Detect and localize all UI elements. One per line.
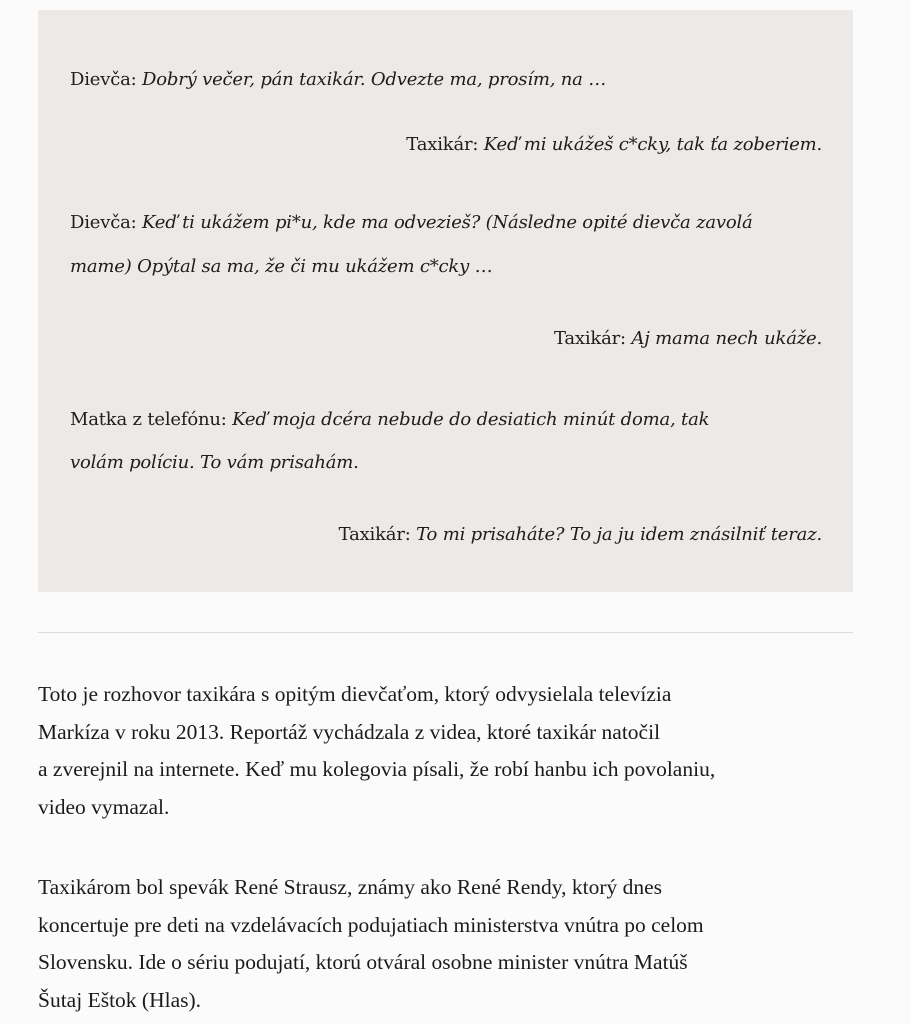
paragraph-line: koncertuje pre deti na vzdelávacích podujatiach ministerstva vnútra po celom <box>38 912 704 937</box>
paragraph-line: a zverejnil na internete. Keď mu kolegovia písali, že robí hanbu ich povolaniu, <box>38 757 716 781</box>
dialogue-line <box>70 204 753 242</box>
dialogue-line <box>554 320 822 358</box>
article-paragraph <box>38 869 858 1019</box>
speaker-label: Taxikár: <box>553 328 632 349</box>
dialogue-line <box>339 516 822 554</box>
paragraph-line: video vymazal. <box>38 794 170 819</box>
speaker-label: Matka z telefónu: <box>70 409 233 430</box>
speech-text: Aj mama nech ukáže. <box>631 328 822 349</box>
dialogue-line <box>70 61 606 99</box>
speech-text: mame) Opýtal sa ma, že či mu ukážem c*cky … <box>70 256 493 277</box>
dialogue-line <box>406 126 822 164</box>
paragraph-line: Markíza v roku 2013. Reportáž vychádzala z videa, ktoré taxikár natočil <box>38 719 661 744</box>
speech-text: Keď mi ukážeš c*cky, tak ťa zoberiem. <box>483 134 822 155</box>
paragraph-line: Toto je rozhovor taxikára s opitým dievčaťom, ktorý odvysielala televízia <box>38 682 672 706</box>
speech-text: volám políciu. To vám prisahám. <box>70 452 359 473</box>
speech-text: Keď ti ukážem pi*u, kde ma odvezieš? (Následne opité dievča zavolá <box>142 212 753 233</box>
speech-text: Keď moja dcéra nebude do desiatich minút doma, tak <box>232 409 710 430</box>
speaker-label: Dievča: <box>70 212 143 233</box>
speaker-label: Dievča: <box>70 69 143 90</box>
speaker-label: Taxikár: <box>406 134 484 155</box>
paragraph-line: Šutaj Eštok (Hlas). <box>38 987 202 1012</box>
dialogue-line <box>70 444 359 482</box>
dialogue-quote-box <box>38 10 853 592</box>
speech-text: Dobrý večer, pán taxikár. Odvezte ma, prosím, na … <box>142 69 607 90</box>
dialogue-line <box>70 248 492 286</box>
speech-text: To mi prisaháte? To ja ju idem znásilniť teraz. <box>416 524 822 545</box>
dialogue-line <box>70 401 709 439</box>
speaker-label: Taxikár: <box>338 524 417 545</box>
paragraph-line: Slovensku. Ide o sériu podujatí, ktorú otváral osobne minister vnútra Matúš <box>38 950 688 974</box>
paragraph-line: Taxikárom bol spevák René Strausz, známy ako René Rendy, ktorý dnes <box>38 875 663 899</box>
article-paragraph <box>38 676 858 826</box>
section-divider <box>38 632 853 633</box>
